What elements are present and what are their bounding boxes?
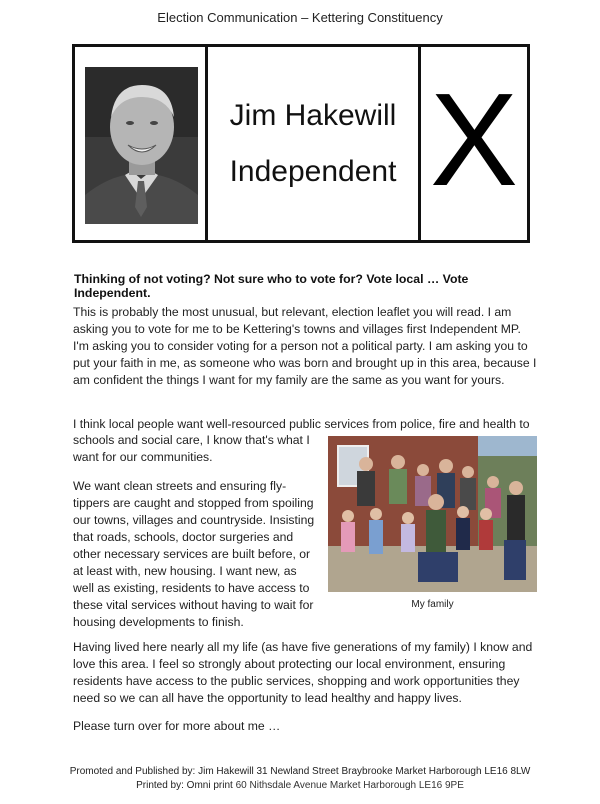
candidate-name-cell: [208, 47, 421, 240]
paragraph-clean-streets: We want clean streets and ensuring fly-tippers are caught and stopped from spoiling our towns, villages and countryside. Insisting that roads, schools, doctor surgeries and other necessary services are built before, or at least with, new housing. I want new, as well as existing, residents to have access to these vital services without having to wait for housing developments to finish.: [73, 479, 315, 629]
candidate-portrait: [85, 67, 198, 224]
paragraph-services-line1: I think local people want well-resourced public services from police, fire and health to: [73, 417, 530, 431]
paragraph-services-rest: schools and social care, I know that's what I want for our communities.: [73, 433, 310, 464]
imprint-promoted: Promoted and Published by: Jim Hakewill 31 Newland Street Braybrooke Market Harborough LE16 8LW: [69, 766, 531, 777]
family-photo-image: [328, 436, 537, 592]
page-title: Election Communication – Kettering Constituency: [157, 10, 443, 25]
imprint-printer: Printed by: Omni print: [136, 780, 233, 791]
portrait-cell: [75, 47, 208, 240]
headline: Thinking of not voting? Not sure who to vote for? Vote local … Vote Independent.: [74, 272, 469, 300]
paragraph-local-roots: Having lived here nearly all my life (as have five generations of my family) I know and love this area. I feel so strongly about protecting our local environment, ensuring residents have access to the public services, shopping and work opportunities they need so we can all have the opportunity to lead healthy and happy lives.: [73, 640, 533, 705]
family-photo: [328, 436, 537, 592]
ballot-box: [72, 44, 530, 243]
paragraph-intro: This is probably the most unusual, but relevant, election leaflet you will read. I am asking you to vote for me to be Kettering's towns and villages first Independent MP. I'm asking you to consider voting for a person not a political party. I am asking you to put your faith in me, as someone who was born and brought up in this area, because I am confident the things I want for my family are the same as you want for yours.: [73, 305, 537, 387]
imprint-printed: [0, 780, 600, 791]
portrait-image: [85, 67, 198, 224]
candidate-party: Independent: [229, 154, 397, 188]
family-photo-caption: My family: [411, 599, 454, 610]
candidate-name: Jim Hakewill: [229, 98, 397, 132]
vote-mark-cell: [421, 47, 527, 240]
paragraph-turn-over: Please turn over for more about me …: [73, 719, 281, 733]
vote-x-mark: X: [429, 66, 519, 213]
imprint-printer-address: 60 Nithsdale Avenue Market Harborough LE16 9PE: [235, 780, 464, 791]
